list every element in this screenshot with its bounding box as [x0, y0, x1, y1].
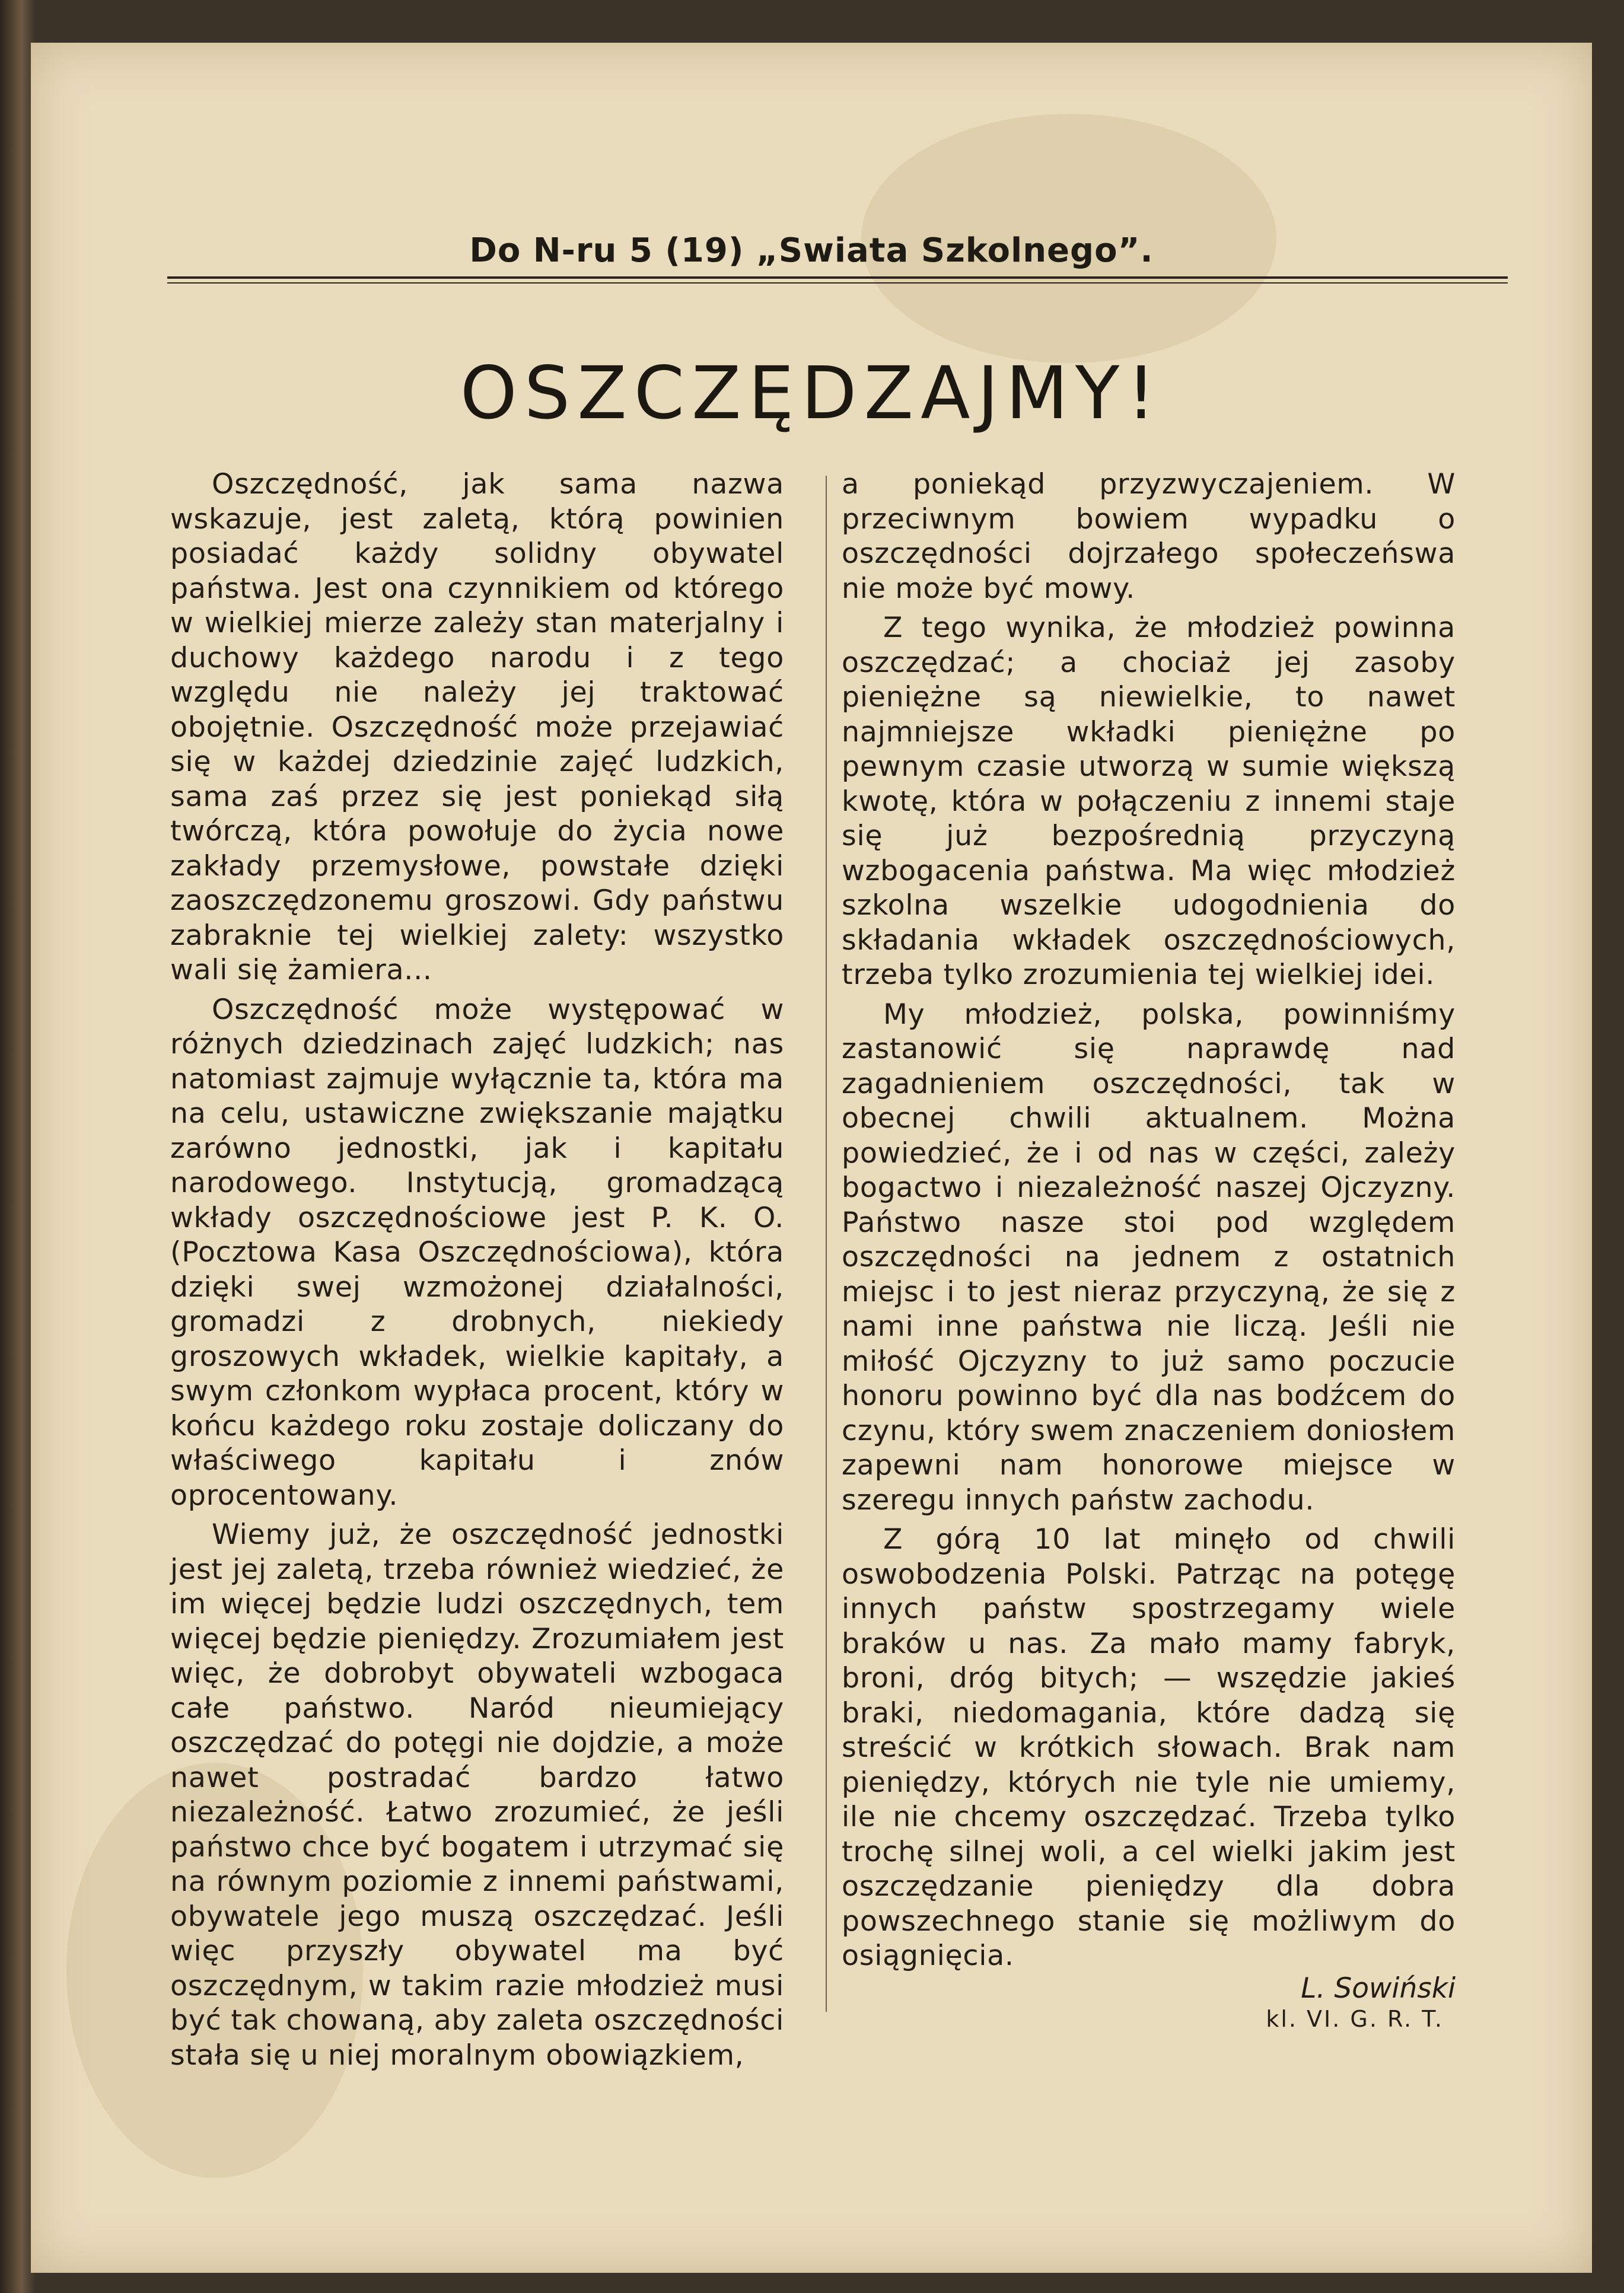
binding-spine [0, 0, 36, 2293]
header-rule-top [167, 276, 1508, 279]
supplement-header: Do N-ru 5 (19) „Swiata Szkolnego”. [469, 231, 1154, 270]
paragraph: Oszczędność może występować w różnych dziedzinach zajęć ludzkich; nas natomiast zajmuje wyłącznie ta, która ma na celu, ustawiczne zwiększanie majątku zarówno jednostki, jak i kapitału narodowego. Instytucją, gromadzącą wkłady oszczędnościowe jest P. K. O. (Pocztowa Kasa Oszczędnościowa), która dzięki swej wzmożonej działalności, gromadzi z drobnych, niekiedy groszowych wkładek, wielkie kapitały, a swym członkom wypłaca procent, który w końcu każdego roku zostaje doliczany do właściwego kapitału i znów oprocentowany. [170, 993, 784, 1512]
paragraph: Z tego wynika, że młodzież powinna oszczędzać; a chociaż jej zasoby pieniężne są niewielkie, to nawet najmniejsze wkładki pieniężne po pewnym czasie utworzą w sumie większą kwotę, która w połączeniu z innemi staje się już bezpośrednią przyczyną wzbogacenia państwa. Ma więc młodzież szkolna wszelkie udogodnienia do składania wkładek oszczędnościowych, trzeba tylko zrozumienia tej wielkiej idei. [842, 612, 1456, 991]
paragraph: a poniekąd przyzwyczajeniem. W przeciwnym bowiem wypadku o oszczędności dojrzałego społeczeńswa nie może być mowy. [842, 468, 1456, 605]
paragraph: My młodzież, polska, powinniśmy zastanowić się naprawdę nad zagadnieniem oszczędności, tak w obecnej chwili aktualnem. Można powiedzieć, że i od nas w części, zależy bogactwo i niezależność naszej Ojczyzny. Państwo nasze stoi pod względem oszczędności na jednem z ostatnich miejsc i to jest nieraz przyczyną, że się z nami inne państwa nie liczą. Jeśli nie miłość Ojczyzny to już samo poczucie honoru powinno być dla nas bodźcem do czynu, który swem znaczeniem doniosłem zapewni nam honorowe miejsce w szeregu innych państw zachodu. [842, 998, 1456, 1517]
left-column [170, 467, 784, 2073]
article-title: OSZCZĘDZAJMY! [460, 351, 1163, 435]
column-divider [826, 476, 827, 2012]
paragraph: Z górą 10 lat minęło od chwili oswobodzenia Polski. Patrząc na potęgę innych państw spostrzegamy wiele braków u nas. Za mało mamy fabryk, broni, dróg bitych; — wszędzie jakieś braki, niedomagania, które dadzą się streścić w krótkich słowach. Brak nam pieniędzy, których nie tyle nie umiemy, ile nie chcemy oszczędzać. Trzeba tylko trochę silnej woli, a cel wielki jakim jest oszczędzanie pieniędzy dla dobra powszechnego stanie się możliwym do osiągnięcia. [842, 1523, 1456, 1972]
newspaper-page [31, 43, 1592, 2273]
paragraph: Oszczędność, jak sama nazwa wskazuje, jest zaletą, którą powinien posiadać każdy solidny obywatel państwa. Jest ona czynnikiem od którego w wielkiej mierze zależy stan materjalny i duchowy każdego narodu i z tego względu nie należy jej traktować obojętnie. Oszczędność może przejawiać się w każdej dziedzinie zajęć ludzkich, sama zaś przez się jest poniekąd siłą twórczą, która powołuje do życia nowe zakłady przemysłowe, powstałe dzięki zaoszczędzonemu groszowi. Gdy państwu zabraknie tej wielkiej zalety: wszystko wali się żamiera... [170, 468, 784, 986]
author-class: kl. VI. G. R. T. [1266, 2006, 1444, 2032]
header-rule-bottom [167, 282, 1508, 284]
right-column [842, 467, 1456, 1974]
author-signature: L. Sowiński [1301, 1972, 1456, 2005]
paragraph: Wiemy już, że oszczędność jednostki jest jej zaletą, trzeba również wiedzieć, że im więcej będzie ludzi oszczędnych, tem więcej będzie pieniędzy. Zrozumiałem jest więc, że dobrobyt obywateli wzbogaca całe państwo. Naród nieumiejący oszczędzać do potęgi nie dojdzie, a może nawet postradać bardzo łatwo niezależność. Łatwo zrozumieć, że jeśli państwo chce być bogatem i utrzymać się na równym poziomie z innemi państwami, obywatele jego muszą oszczędzać. Jeśli więc przyszły obywatel ma być oszczędnym, w takim razie młodzież musi być tak chowaną, aby zaleta oszczędności stała się u niej moralnym obowiązkiem, [170, 1518, 784, 2072]
